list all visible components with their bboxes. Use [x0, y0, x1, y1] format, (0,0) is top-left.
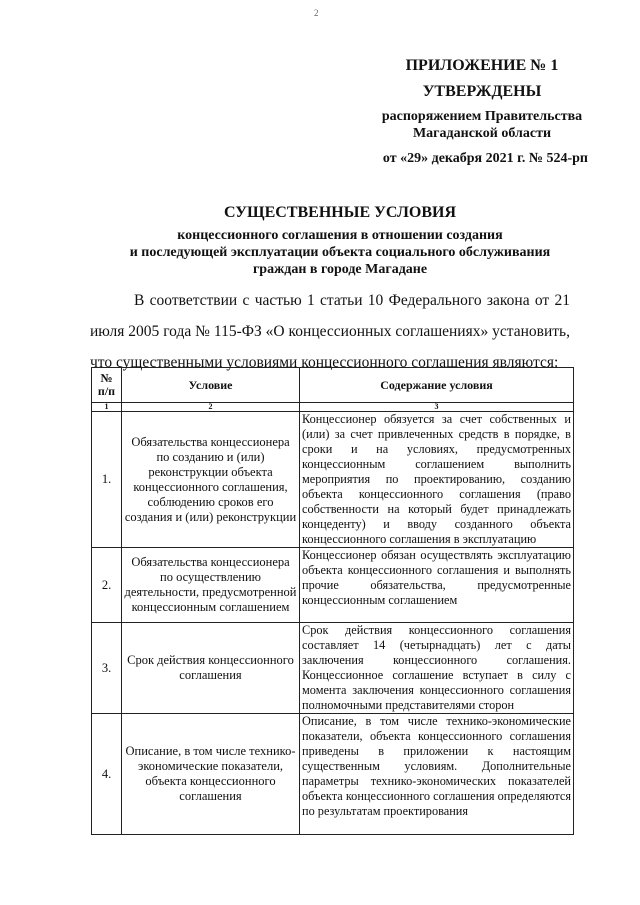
- row-number: 1.: [92, 412, 122, 548]
- column-number: 2: [122, 403, 300, 412]
- row-content: Концессионер обязуется за счет собственных и (или) за счет привлеченных средств в порядке, в сроки и на условиях, предусмотренных концессионным соглашением выполнить мероприятия по проектированию, созданию объекта концессионного соглашения (право собственности на который будет принадлежать концеденту) и вводу созданного объекта концессионного соглашения в эксплуатацию: [300, 412, 574, 548]
- subtitle-line-2: и последующей эксплуатации объекта социального обслуживания: [129, 245, 551, 260]
- approved-by: [372, 108, 592, 142]
- header-num: № п/п: [92, 368, 122, 403]
- annex-label: ПРИЛОЖЕНИЕ № 1: [405, 57, 559, 74]
- row-content: Концессионер обязан осуществлять эксплуатацию объекта концессионного соглашения и выполнять прочие обязательства, предусмотренные концессионным соглашением: [300, 548, 574, 623]
- approved-by-line-1: распоряжением Правительства: [381, 109, 583, 124]
- approved-label: УТВЕРЖДЕНЫ: [422, 83, 542, 100]
- row-number: 2.: [92, 548, 122, 623]
- table-row: [92, 412, 574, 548]
- row-content: Срок действия концессионного соглашения составляет 14 (четырнадцать) лет с даты заключения концессионного соглашения. Концессионное соглашение вступает в силу с момента заключения концессионного соглашения полномочными представителями сторон: [300, 623, 574, 714]
- document-title: СУЩЕСТВЕННЫЕ УСЛОВИЯ: [223, 204, 457, 221]
- subtitle-line-3: граждан в городе Магадане: [252, 262, 428, 277]
- terms-table: [91, 367, 574, 835]
- header-content: Содержание условия: [300, 368, 574, 403]
- table-row: [92, 548, 574, 623]
- approval-date: от «29» декабря 2021 г. № 524-рп: [382, 151, 588, 166]
- row-condition: Срок действия концессионного соглашения: [122, 623, 300, 714]
- row-number: 3.: [92, 623, 122, 714]
- row-condition: Обязательства концессионера по созданию и (или) реконструкции объекта концессионного соглашения, соблюдению сроков его создания и (или) реконструкции: [122, 412, 300, 548]
- column-number: 1: [92, 403, 122, 412]
- approval-block: [330, 56, 592, 167]
- row-condition: Описание, в том числе технико-экономические показатели, объекта концессионного соглашения: [122, 714, 300, 835]
- column-number: 3: [300, 403, 574, 412]
- table-header-row: [92, 368, 574, 403]
- approved-by-line-2: Магаданской области: [412, 126, 552, 141]
- header-condition: Условие: [122, 368, 300, 403]
- table-row: [92, 714, 574, 835]
- row-condition: Обязательства концессионера по осуществлению деятельности, предусмотренной концессионным соглашением: [122, 548, 300, 623]
- document-subtitle: [90, 227, 590, 278]
- intro-paragraph: В соответствии с частью 1 статьи 10 Федерального закона от 21 июля 2005 года № 115-ФЗ «О концессионных соглашениях» установить, что существенными условиями концессионного соглашения являются:: [90, 292, 570, 371]
- row-content: Описание, в том числе технико-экономические показатели, объекта концессионного соглашения приведены в приложении к настоящим существенным условиям. Дополнительные параметры технико-экономических показателей объекта концессионного соглашения определяются по результатам проектирования: [300, 714, 574, 835]
- table-row: [92, 623, 574, 714]
- row-number: 4.: [92, 714, 122, 835]
- subtitle-line-1: концессионного соглашения в отношении создания: [177, 228, 503, 243]
- column-number-row: [92, 403, 574, 412]
- page-number: 2: [314, 8, 319, 18]
